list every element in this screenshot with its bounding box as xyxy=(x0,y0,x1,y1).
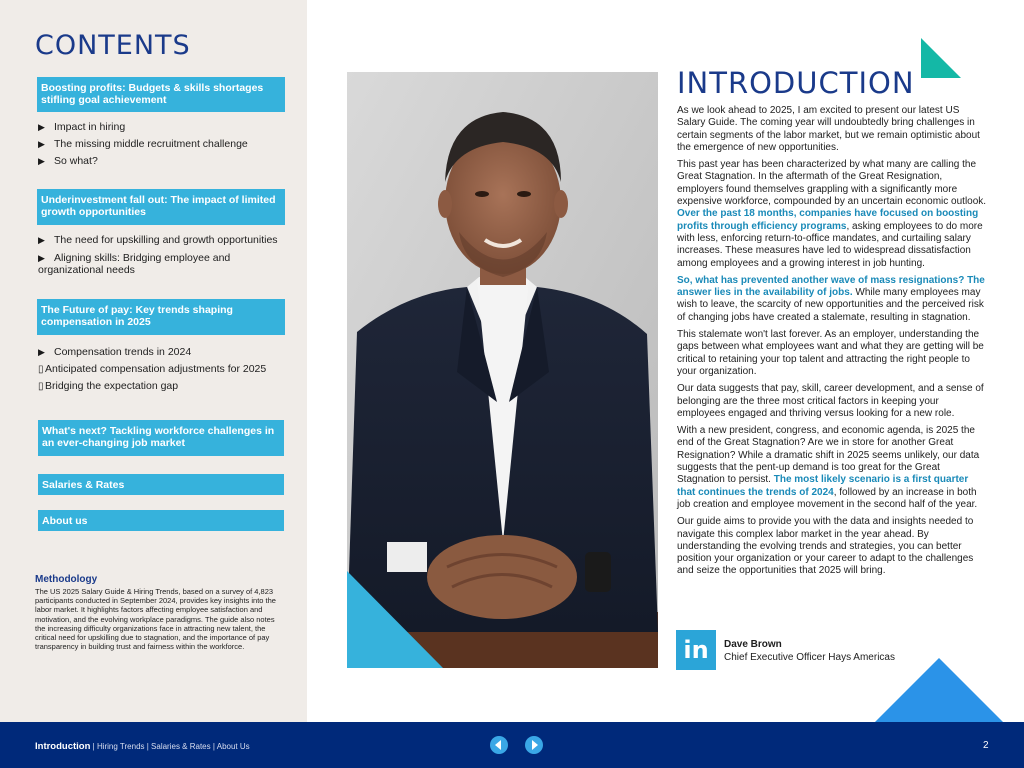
intro-paragraph: Our guide aims to provide you with the data and insights needed to navigate this complex labor market in the year ahead. By understanding the evolving trends and strategies, you can better position your organization or your career to adapt to the challenges and seize the opportunities that 2025 will bring. xyxy=(677,516,974,577)
contents-panel xyxy=(0,0,307,722)
arrow-right-icon: ▶ xyxy=(38,253,45,263)
contents-item-aligning-skills[interactable]: ▶ Aligning skills: Bridging employee and organizational needs xyxy=(38,252,231,276)
intro-paragraph: As we look ahead to 2025, I am excited to present our latest US Salary Guide. The coming year will undoubtedly bring challenges in certain segments of the labor market, but we remain optimistic about the emergence of new opportunities. xyxy=(677,105,980,153)
contents-item-so-what[interactable]: ▶ So what? xyxy=(38,155,98,167)
arrow-right-icon: ▶ xyxy=(38,139,45,149)
footer-link-salaries-rates[interactable]: Salaries & Rates xyxy=(151,742,211,751)
footer-bar xyxy=(0,722,1024,768)
methodology-title: Methodology xyxy=(35,574,98,585)
contents-section-boosting-profits[interactable]: Boosting profits: Budgets & skills shortages stifling goal achievement xyxy=(37,77,285,112)
intro-paragraph: Our data suggests that pay, skill, career development, and a sense of belonging are the three most critical factors in keeping your employees engaged and thriving versus looking for a new role. xyxy=(677,383,984,419)
arrow-right-icon: ▶ xyxy=(38,235,45,245)
missing-glyph-icon: ▯ xyxy=(38,364,44,375)
footer-separator: | xyxy=(90,742,97,751)
intro-paragraph: With a new president, congress, and economic agenda, is 2025 the end of the Great Stagnation? Are we in store for another Great Resignation? While a dramatic shift in 2025 seems unlikely, our data suggests that the pent-up demand is too great for the Great Stagnation to persist. The most likely scenario is a first quarter that continues the trends of 2024, followed by an increase in both job creation and employee movement in the second half of the year. xyxy=(677,425,980,510)
author-name: Dave Brown xyxy=(724,639,782,650)
arrow-right-icon: ▶ xyxy=(38,122,45,132)
contents-item-anticipated-adjustments[interactable]: ▯Anticipated compensation adjustments for 2025 xyxy=(38,363,267,375)
contents-item-missing-middle[interactable]: ▶ The missing middle recruitment challenge xyxy=(38,138,248,150)
page-number: 2 xyxy=(983,740,989,751)
next-page-button[interactable] xyxy=(525,736,543,754)
contents-section-future-of-pay[interactable]: The Future of pay: Key trends shaping compensation in 2025 xyxy=(37,299,285,335)
intro-paragraph: This past year has been characterized by what many are calling the Great Stagnation. In the aftermath of the Great Resignation, employers found themselves grappling with a significantly more expensive workforce, compounded by an uncertain economic outlook. Over the past 18 months, companies have focused on boosting profits through efficiency programs, asking employees to do more with less, enforcing return-to-office mandates, and curtailing salary increases. These measures have led to widespread dissatisfaction among employees and a growing interest in job hunting. xyxy=(677,159,987,269)
contents-item-upskilling[interactable]: ▶ The need for upskilling and growth opportunities xyxy=(38,234,278,246)
decorative-triangle-blue-left xyxy=(347,571,443,668)
footer-link-about-us[interactable]: About Us xyxy=(216,742,250,751)
intro-highlight: So, what has prevented another wave of mass resignations? The answer lies in the availability of jobs. xyxy=(677,274,985,299)
methodology-body: The US 2025 Salary Guide & Hiring Trends, based on a survey of 4,823 participants conducted in September 2024, provides key insights into the labor market. It highlights factors affecting employee satisfaction and motivation, and the evolving workplace paradigms. The guide also notes the increasing difficulty organizations face in attracting new talent, the critical need for upskilling due to stagnation, and the importance of pay transparency in building trust and fairness within the workforce. xyxy=(35,587,276,652)
contents-title: CONTENTS xyxy=(35,30,191,61)
contents-item-compensation-trends[interactable]: ▶ Compensation trends in 2024 xyxy=(38,346,192,358)
footer-link-hiring-trends[interactable]: Hiring Trends xyxy=(96,742,145,751)
arrow-right-icon: ▶ xyxy=(38,347,45,357)
contents-item-impact-in-hiring[interactable]: ▶ Impact in hiring xyxy=(38,121,126,133)
arrow-right-icon: ▶ xyxy=(38,156,45,166)
footer-separator: | xyxy=(210,742,217,751)
linkedin-icon[interactable]: in xyxy=(676,630,716,670)
author-role: Chief Executive Officer Hays Americas xyxy=(724,652,895,663)
decorative-triangle-teal xyxy=(921,38,961,78)
previous-page-button[interactable] xyxy=(490,736,508,754)
footer-navigation xyxy=(35,741,250,752)
contents-section-underinvestment[interactable]: Underinvestment fall out: The impact of limited growth opportunities xyxy=(37,189,285,225)
author-signature xyxy=(676,630,916,670)
contents-section-whats-next[interactable]: What's next? Tackling workforce challenges in an ever-changing job market xyxy=(38,420,284,456)
introduction-title: INTRODUCTION xyxy=(677,66,915,100)
intro-highlight: Over the past 18 months, companies have focused on boosting profits through efficiency programs xyxy=(677,208,979,232)
intro-paragraph: So, what has prevented another wave of mass resignations? The answer lies in the availability of jobs. While many employees may wish to leave, the scarcity of new opportunities and the perceived risk of changing jobs have created a stalemate, resulting in stagnation. xyxy=(677,274,985,323)
contents-section-salaries-rates[interactable]: Salaries & Rates xyxy=(38,474,284,495)
intro-paragraph: This stalemate won't last forever. As an employer, understanding the gaps between what employees want and what they are getting will be critical to retaining your top talent and attracting the right people to your organization. xyxy=(677,329,984,377)
arrow-left-icon xyxy=(490,736,508,754)
footer-separator: | xyxy=(144,742,152,751)
arrow-right-icon xyxy=(525,736,543,754)
introduction-body xyxy=(677,105,987,583)
contents-item-expectation-gap[interactable]: ▯Bridging the expectation gap xyxy=(38,380,179,392)
footer-link-introduction[interactable]: Introduction xyxy=(35,741,91,752)
contents-section-about-us[interactable]: About us xyxy=(38,510,284,531)
missing-glyph-icon: ▯ xyxy=(38,381,44,392)
intro-highlight: The most likely scenario is a first quarter that continues the trends of 2024 xyxy=(677,474,969,498)
